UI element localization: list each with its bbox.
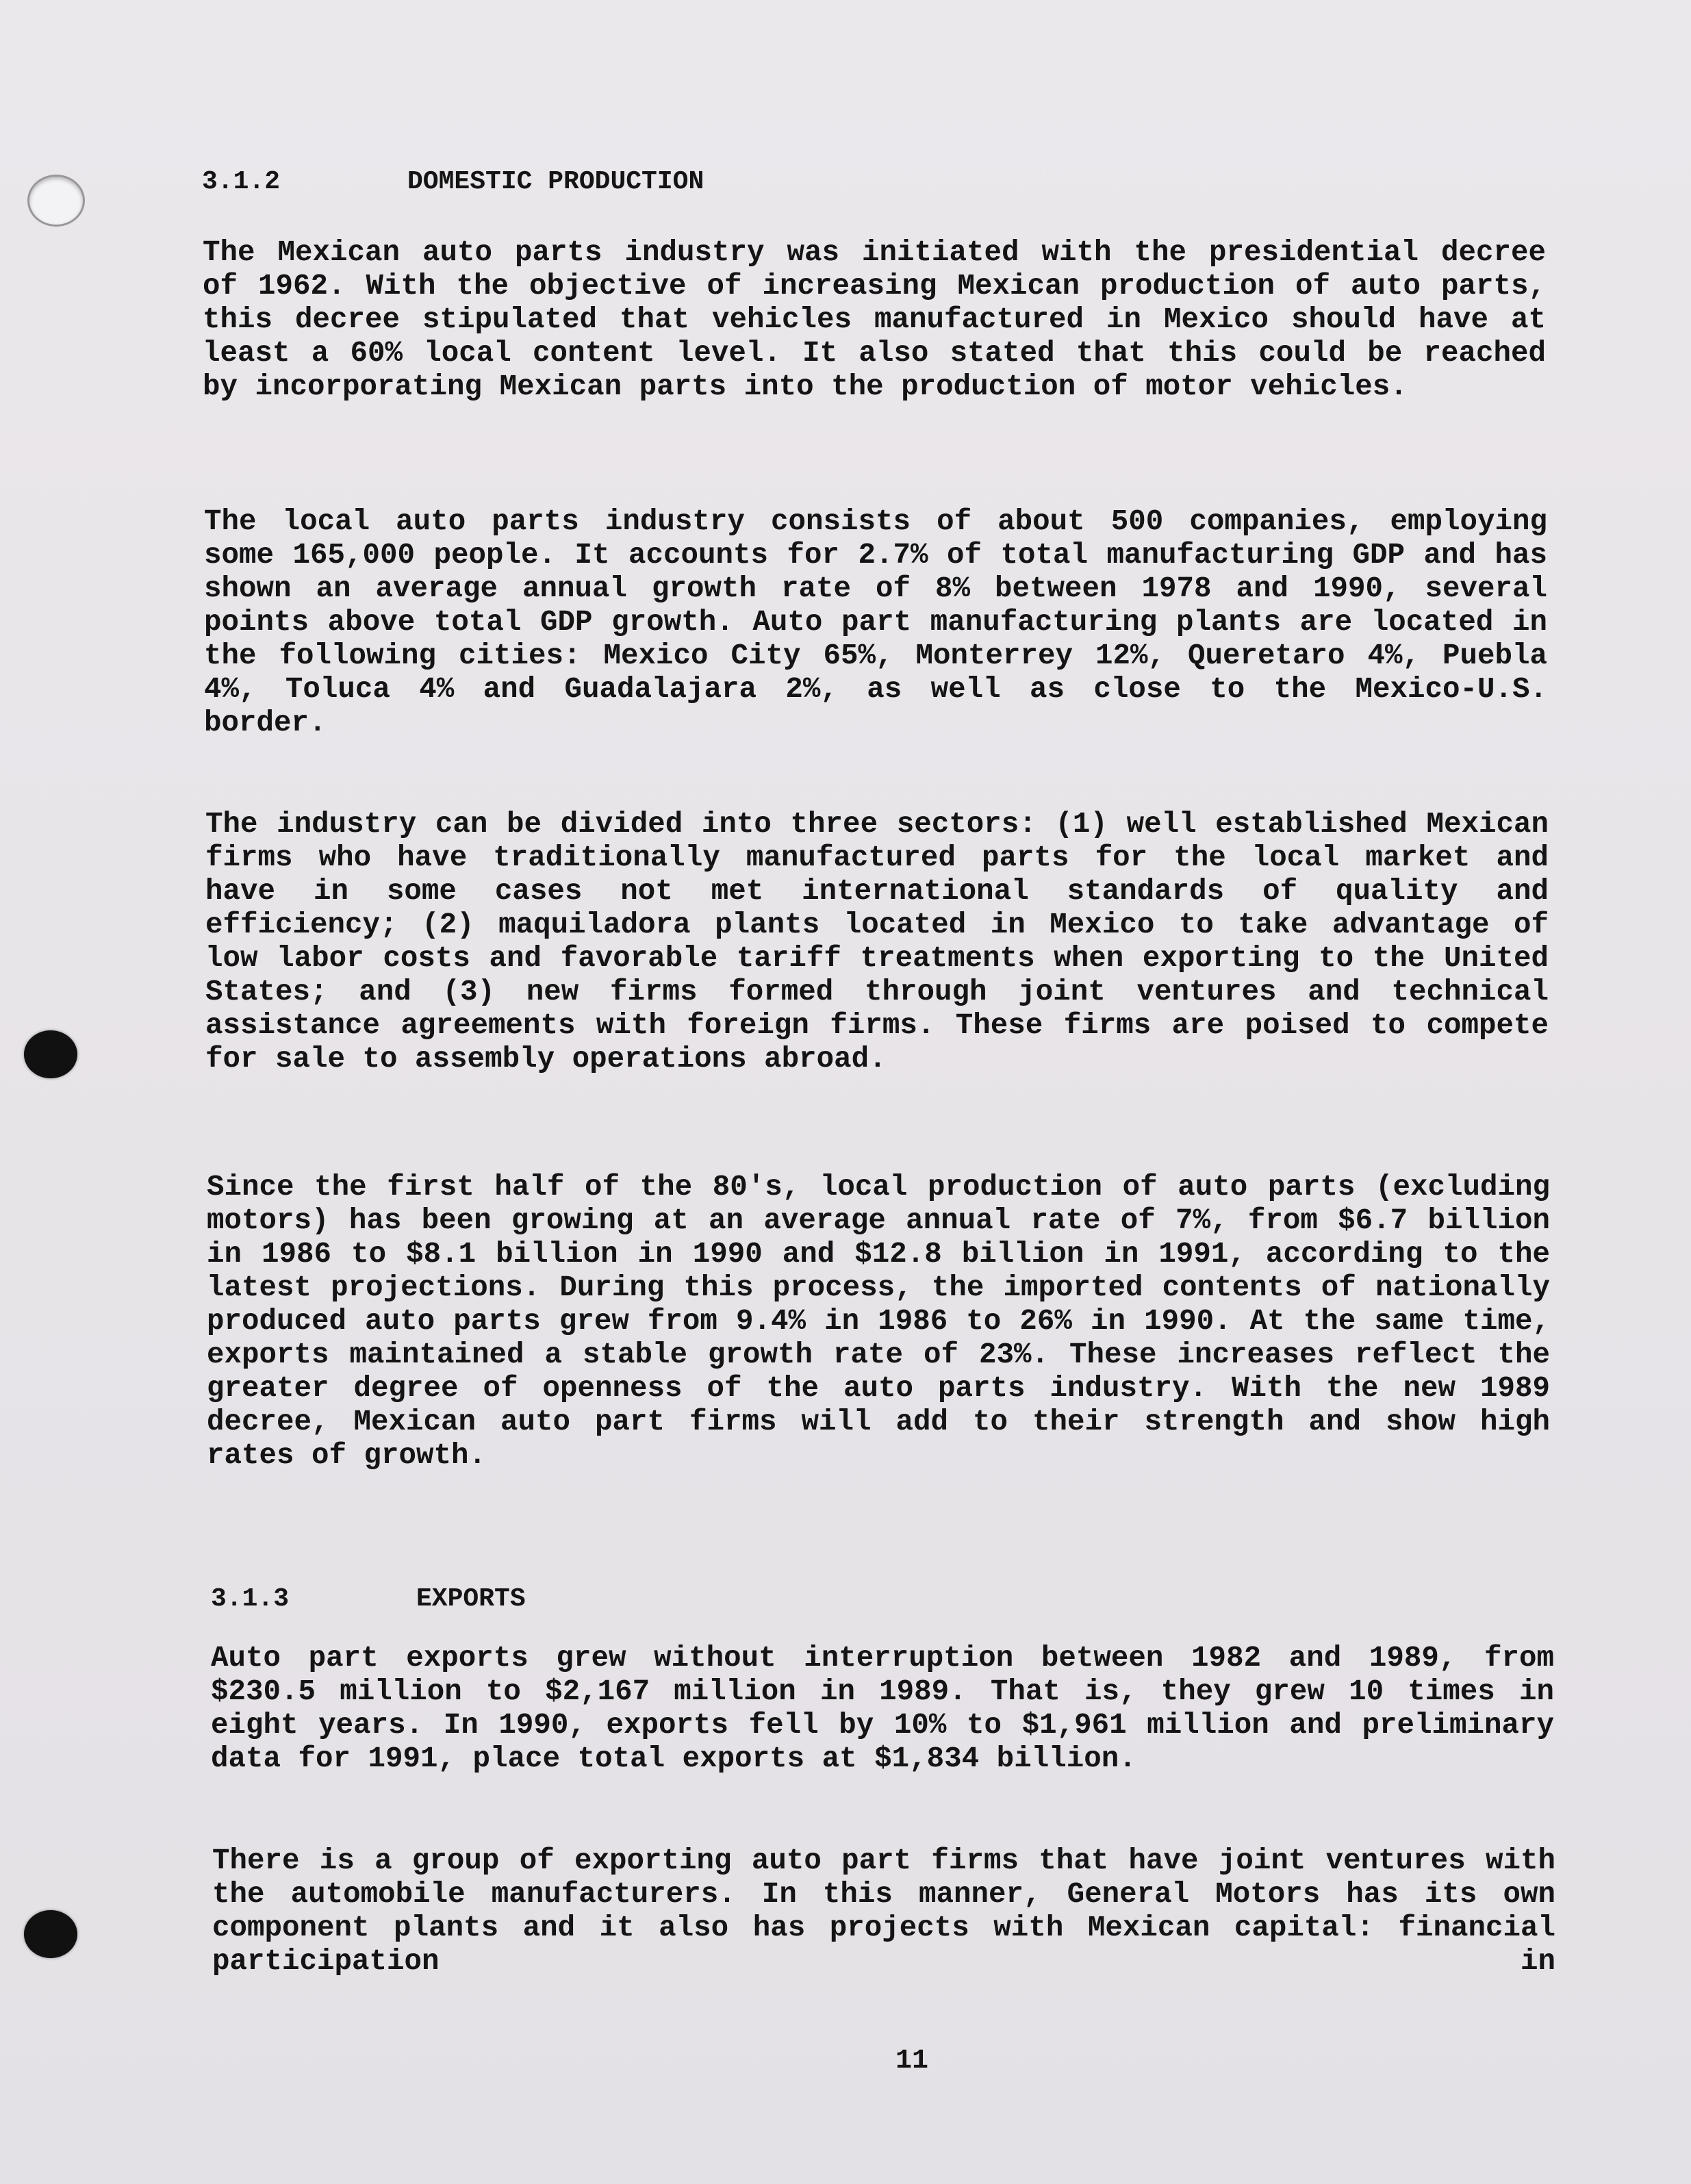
paragraph: Since the first half of the 80's, local production of auto parts (excluding motors) has been growing at an average annual rate of 7%, from $6.7 billion in 1986 to $8.1 billion in 1990 and $12.8 billion in 1991, according to the latest projections. During this process, the imported contents of nationally produced auto parts grew from 9.4% in 1986 to 26% in 1990. At the same time, exports maintained a stable growth rate of 23%. These increases reflect the greater degree of openness of the auto parts industry. With the new 1989 decree, Mexican auto part firms will add to their strength and show high rates of growth. bbox=[207, 1171, 1550, 1472]
punch-hole-icon bbox=[24, 1030, 77, 1078]
section-heading-3-1-3 bbox=[211, 1584, 526, 1614]
paragraph: There is a group of exporting auto part firms that have joint ventures with the automobile manufacturers. In this manner, General Motors has its own component plants and it also has projects with Mexican capital: financial participation in bbox=[212, 1844, 1555, 1978]
paragraph: The Mexican auto parts industry was initiated with the presidential decree of 1962. With the objective of increasing Mexican production of auto parts, this decree stipulated that vehicles manufactured in Mexico should have at least a 60% local content level. It also stated that this could be reached by incorporating Mexican parts into the production of motor vehicles. bbox=[203, 236, 1546, 403]
paragraph: Auto part exports grew without interruption between 1982 and 1989, from $230.5 million to $2,167 million in 1989. That is, they grew 10 times in eight years. In 1990, exports fell by 10% to $1,961 million and preliminary data for 1991, place total exports at $1,834 billion. bbox=[211, 1642, 1554, 1775]
punch-hole-icon bbox=[24, 1910, 77, 1958]
paragraph: The industry can be divided into three sectors: (1) well established Mexican firms who have traditionally manufactured parts for the local market and have in some cases not met international standards of quality and efficiency; (2) maquiladora plants located in Mexico to take advantage of low labor costs and favorable tariff treatments when exporting to the United States; and (3) new firms formed through joint ventures and technical assistance agreements with foreign firms. These firms are poised to compete for sale to assembly operations abroad. bbox=[205, 808, 1549, 1076]
page-number: 11 bbox=[895, 2046, 929, 2077]
section-heading-3-1-2 bbox=[202, 167, 704, 196]
section-title: EXPORTS bbox=[416, 1584, 526, 1614]
paragraph: The local auto parts industry consists of about 500 companies, employing some 165,000 people. It accounts for 2.7% of total manufacturing GDP and has shown an average annual growth rate of 8% between 1978 and 1990, several points above total GDP growth. Auto part manufacturing plants are located in the following cities: Mexico City 65%, Monterrey 12%, Queretaro 4%, Puebla 4%, Toluca 4% and Guadalajara 2%, as well as close to the Mexico-U.S. border. bbox=[204, 505, 1547, 739]
section-number: 3.1.3 bbox=[211, 1584, 290, 1614]
punch-hole-icon bbox=[27, 175, 85, 227]
section-number: 3.1.2 bbox=[202, 167, 281, 196]
section-title: DOMESTIC PRODUCTION bbox=[407, 167, 704, 196]
